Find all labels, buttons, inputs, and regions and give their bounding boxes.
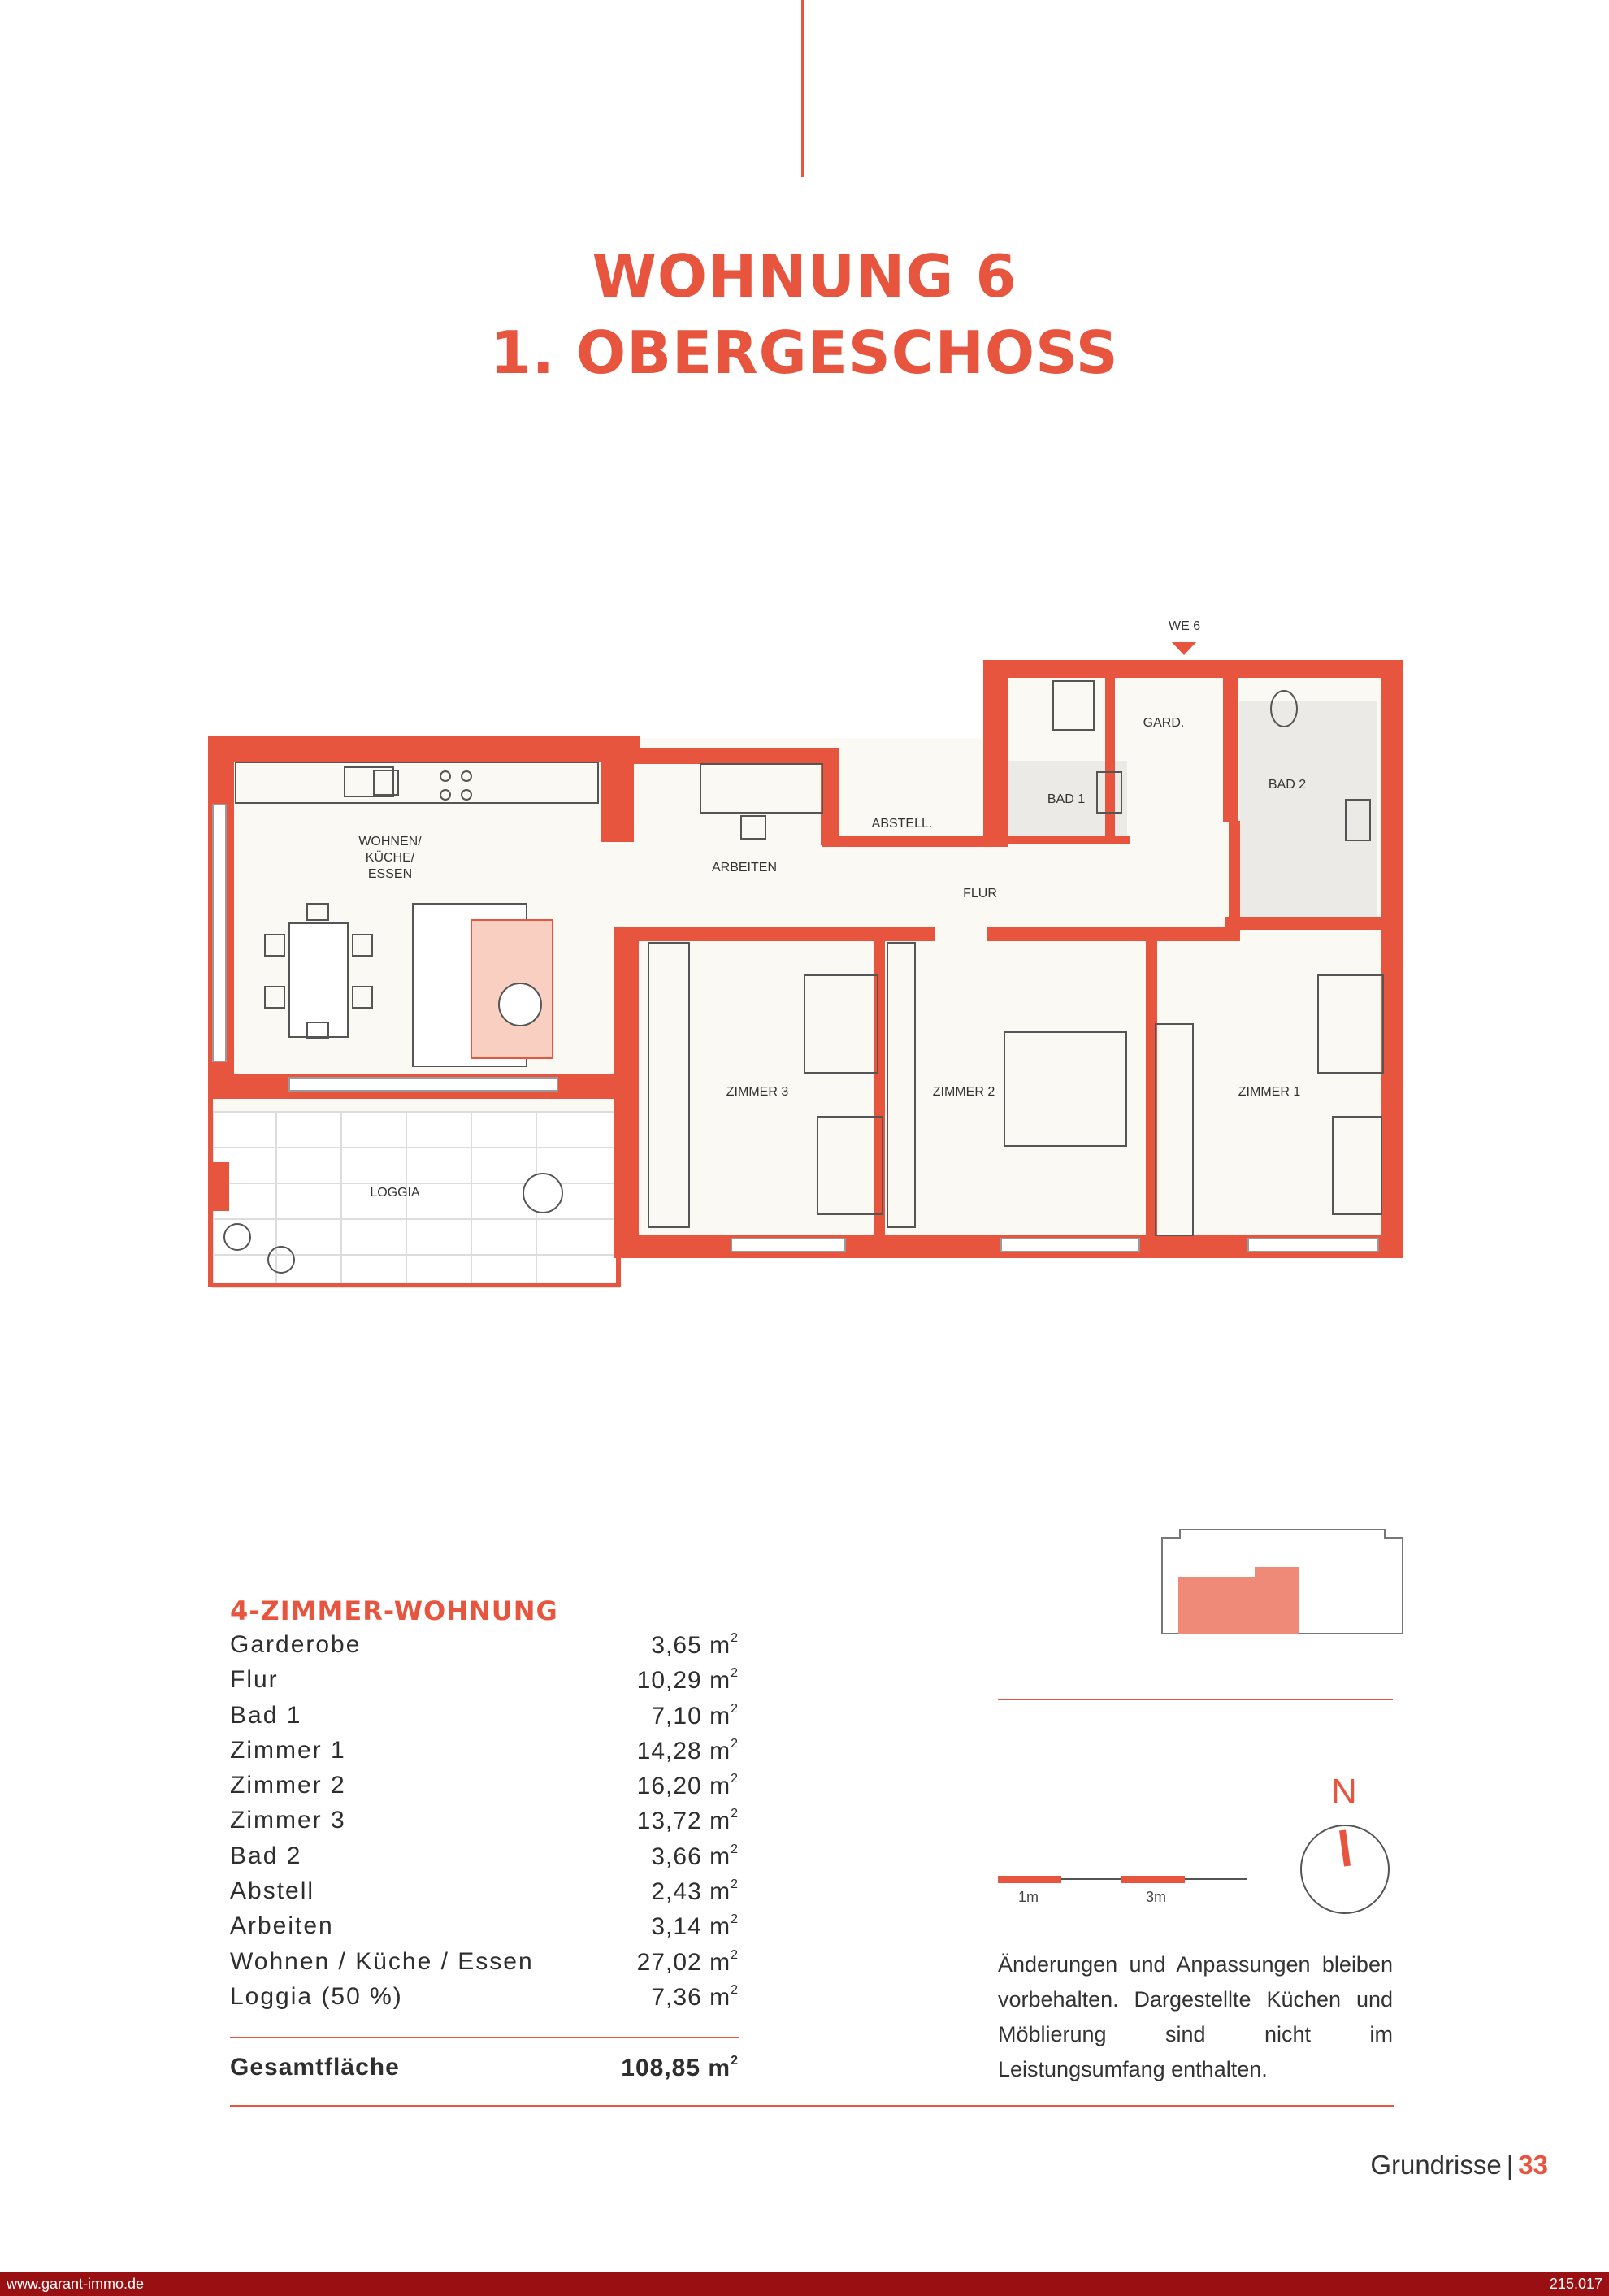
label-flur: FLUR <box>963 887 997 901</box>
room-area: 7,36 $m^2$ <box>651 1982 739 2011</box>
label-loggia: LOGGIA <box>370 1186 420 1200</box>
room-row <box>230 1912 739 1947</box>
room-name: Flur <box>230 1666 279 1694</box>
label-wohnen-2: KÜCHE/ <box>365 851 415 865</box>
total-label: Gesamtfläche <box>230 2054 400 2081</box>
room-row <box>230 1631 739 1666</box>
room-area: 16,20 $m^2$ <box>636 1772 739 1800</box>
label-wohnen-3: ESSEN <box>367 867 413 881</box>
room-row <box>230 1807 739 1842</box>
room-area: 3,14 $m^2$ <box>651 1912 739 1941</box>
bad2-tiles <box>1239 701 1377 927</box>
room-area: 10,29 $m^2$ <box>636 1666 739 1695</box>
room-name: Garderobe <box>230 1631 362 1658</box>
room-area: 7,10 $m^2$ <box>651 1701 739 1730</box>
room-name: Bad 1 <box>230 1701 302 1729</box>
footer-separator: | <box>1506 2150 1514 2180</box>
summary-divider <box>230 2037 739 2038</box>
room-row <box>230 1948 739 1983</box>
room-area-list <box>230 1631 739 2018</box>
room-area: 14,28 $m^2$ <box>636 1736 739 1764</box>
room-area: 3,65 $m^2$ <box>651 1631 739 1659</box>
label-bad1: BAD 1 <box>1047 792 1086 806</box>
scale-label-3m: 3m <box>1146 1889 1167 1905</box>
room-row <box>230 1842 739 1877</box>
room-name: Abstell <box>230 1877 315 1905</box>
legend-divider <box>998 1699 1393 1700</box>
room-area: 13,72 $m^2$ <box>636 1807 739 1835</box>
room-name: Wohnen / Küche / Essen <box>230 1947 534 1975</box>
key-plan <box>1160 1528 1404 1642</box>
room-row <box>230 1737 739 1772</box>
label-gard: GARD. <box>1143 716 1185 730</box>
label-bad2: BAD 2 <box>1268 778 1307 792</box>
room-name: Zimmer 2 <box>230 1772 346 1799</box>
label-abstell: ABSTELL. <box>871 817 933 831</box>
room-area: 3,66 $m^2$ <box>651 1842 739 1870</box>
total-area: 108,85 $m^2$ <box>621 2054 739 2081</box>
label-zimmer2: ZIMMER 2 <box>932 1085 995 1099</box>
label-zimmer3: ZIMMER 3 <box>726 1085 789 1099</box>
room-name: Bad 2 <box>230 1842 302 1869</box>
listing-code: 215.017 <box>1549 2276 1602 2292</box>
label-arbeiten: ARBEITEN <box>711 861 778 875</box>
room-name: Zimmer 1 <box>230 1736 346 1764</box>
page-footer <box>1370 2150 1548 2181</box>
website-link[interactable]: www.garant-immo.de <box>7 2276 145 2292</box>
page-number: 33 <box>1518 2150 1548 2180</box>
bottom-bar <box>0 2272 1609 2296</box>
page-title-line-2: 1. OBERGESCHOSS <box>490 319 1119 387</box>
scale-label-1m: 1m <box>1018 1889 1039 1905</box>
north-label: N <box>1331 1772 1357 1812</box>
north-arrow-icon <box>1296 1770 1394 1916</box>
room-row <box>230 1702 739 1737</box>
entrance-label: WE 6 <box>1169 619 1201 633</box>
page-title-line-1: WOHNUNG 6 <box>592 242 1017 310</box>
room-row <box>230 1877 739 1912</box>
room-row <box>230 1666 739 1701</box>
room-area: 27,02 $m^2$ <box>636 1947 739 1976</box>
room-area: 2,43 $m^2$ <box>651 1877 739 1906</box>
total-row <box>230 2054 739 2082</box>
label-wohnen-1: WOHNEN/ <box>358 835 422 849</box>
footer-section: Grundrisse <box>1370 2150 1502 2180</box>
disclaimer-text: Änderungen und Anpassungen bleiben vorbehalten. Dargestellte Küchen und Möblierung sind nicht im Leistungsumfang enthalten. <box>998 1952 1393 2081</box>
summary-heading: 4-ZIMMER-WOHNUNG <box>230 1595 558 1626</box>
room-row <box>230 1772 739 1807</box>
bottom-divider <box>230 2105 1394 2107</box>
entrance-marker <box>1172 642 1196 655</box>
room-row <box>230 1983 739 2018</box>
room-name: Loggia (50 %) <box>230 1982 403 2010</box>
label-zimmer1: ZIMMER 1 <box>1238 1085 1301 1099</box>
room-name: Zimmer 3 <box>230 1807 346 1834</box>
room-name: Arbeiten <box>230 1912 334 1940</box>
